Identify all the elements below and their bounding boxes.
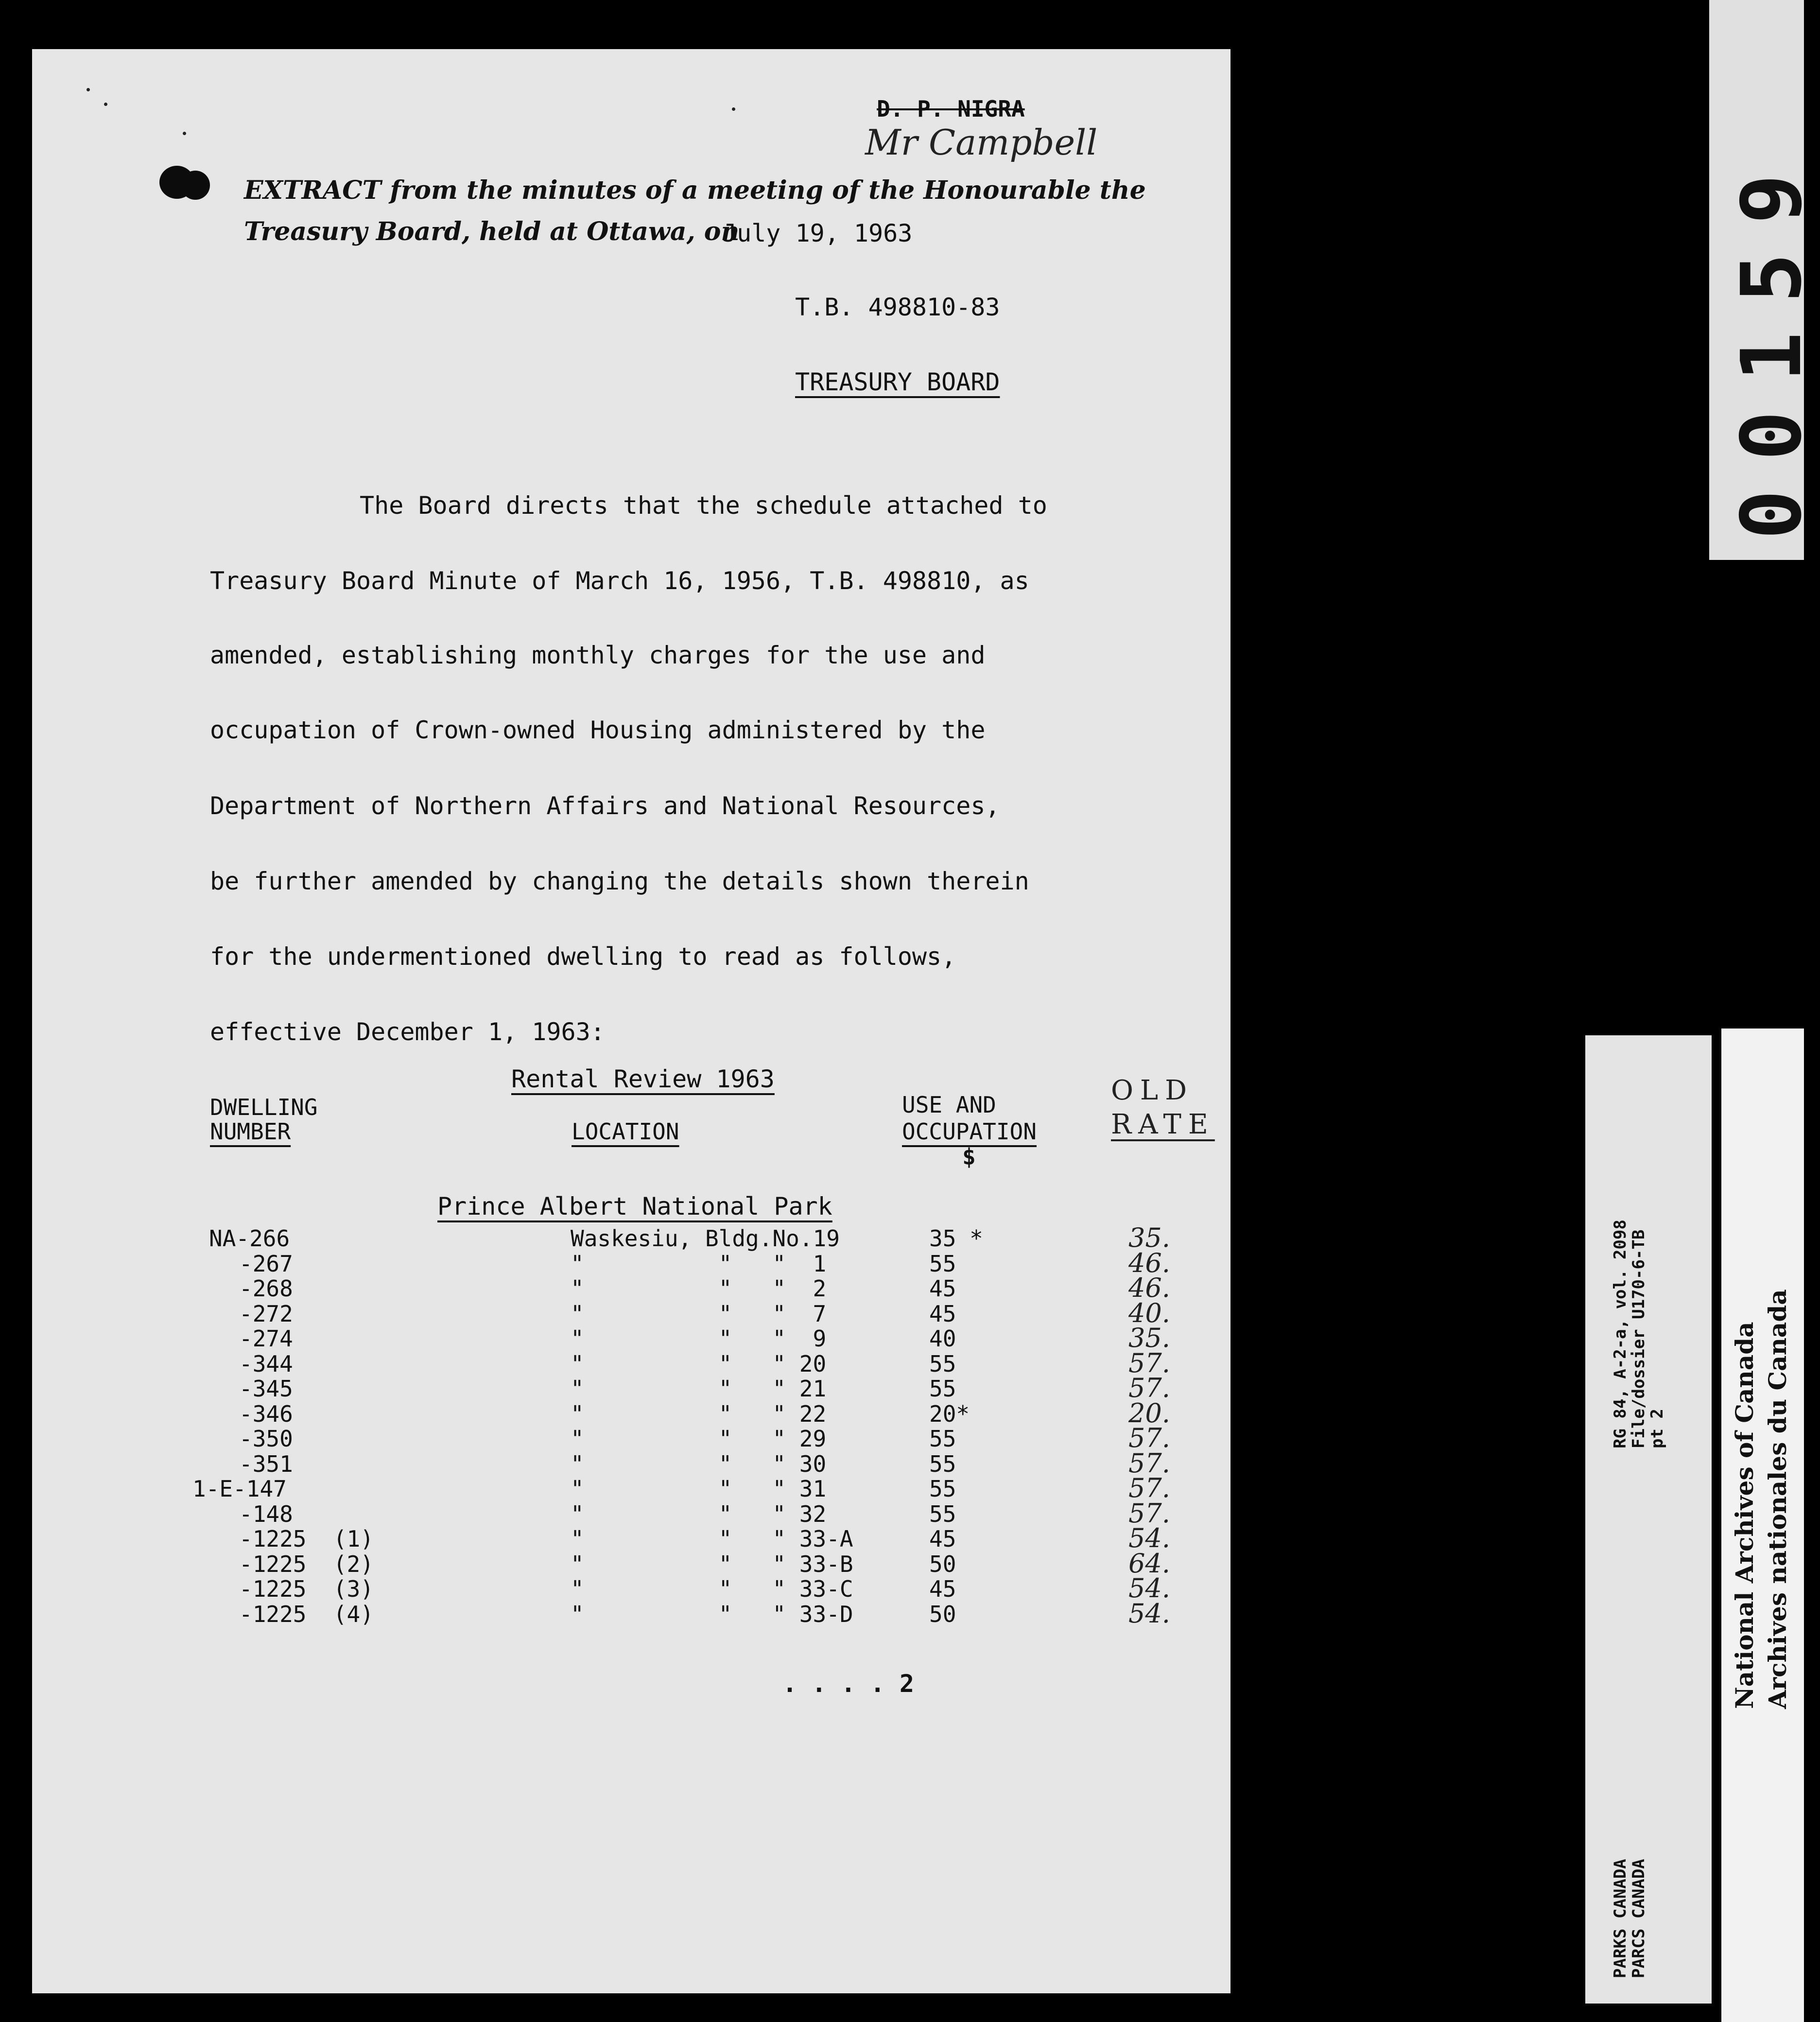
use-rate: 55 <box>929 1350 956 1377</box>
body-line-6: be further amended by changing the details shown therein <box>210 867 1029 895</box>
col-dwelling-1: DWELLING <box>210 1094 318 1120</box>
old-rate: 35. <box>1128 1323 1170 1353</box>
old-rate: 57. <box>1128 1373 1170 1403</box>
body-line-3: amended, establishing monthly charges for the use and <box>210 641 986 669</box>
parks-canada-en: PARKS CANADA <box>1611 1859 1630 1978</box>
use-rate: 55 <box>929 1500 956 1527</box>
tb-number: T.B. 498810-83 <box>795 293 1000 321</box>
dwelling-number: NA-266 <box>209 1225 290 1252</box>
frame-number-stamp <box>1709 0 1820 560</box>
dwelling-number: -344 <box>239 1350 293 1377</box>
location: " " " 9 <box>571 1325 827 1352</box>
park-name: Prince Albert National Park <box>437 1192 832 1220</box>
use-rate: 40 <box>929 1325 956 1352</box>
body-line-1: The Board directs that the schedule attached to <box>360 491 1047 520</box>
archive-label <box>1585 1035 1712 2004</box>
dwelling-number: -351 <box>239 1450 293 1477</box>
use-rate: 55 <box>929 1476 956 1502</box>
archives-name-en: National Archives of Canada <box>1730 1322 1759 1709</box>
document-page <box>32 49 1231 1993</box>
body-line-5: Department of Northern Affairs and National Resources, <box>210 792 1000 820</box>
col-old-1: OLD <box>1111 1075 1194 1106</box>
location: " " " 2 <box>571 1275 827 1302</box>
archives-name-fr: Archives nationales du Canada <box>1763 1289 1792 1709</box>
continuation-marker: . . . . 2 <box>782 1670 914 1698</box>
board-heading: TREASURY BOARD <box>795 368 1000 396</box>
old-rate: 57. <box>1128 1347 1170 1378</box>
location: " " " 30 <box>571 1450 827 1477</box>
location: " " " 33-D <box>571 1601 853 1627</box>
dwelling-number: 1-E-147 <box>192 1476 287 1502</box>
use-rate: 55 <box>929 1250 956 1277</box>
use-rate: 45 <box>929 1576 956 1602</box>
speck <box>732 107 735 111</box>
dwelling-number: -268 <box>239 1275 293 1302</box>
file-reference-2: File/dossier U170-6-TB <box>1629 1229 1648 1448</box>
dwelling-number: -1225 (4) <box>239 1601 374 1627</box>
archives-logo-strip <box>1721 1028 1804 2022</box>
dwelling-number: -274 <box>239 1325 293 1352</box>
location: " " " 32 <box>571 1500 827 1527</box>
use-rate: 35 * <box>929 1225 983 1252</box>
handwritten-addressee: Mr Campbell <box>865 122 1098 163</box>
location: " " " 20 <box>571 1350 827 1377</box>
col-location: LOCATION <box>572 1118 679 1145</box>
location: " " " 7 <box>571 1300 827 1327</box>
old-rate: 54. <box>1128 1598 1170 1629</box>
location: " " " 33-C <box>571 1576 853 1602</box>
old-rate: 64. <box>1128 1548 1170 1579</box>
route-name: D. P. NIGRA <box>877 96 1025 122</box>
old-rate: 57. <box>1128 1498 1170 1529</box>
use-rate: 55 <box>929 1450 956 1477</box>
col-use-1: USE AND <box>902 1092 996 1118</box>
speck <box>104 103 107 106</box>
old-rate: 35. <box>1128 1222 1170 1253</box>
dwelling-number: -345 <box>239 1376 293 1402</box>
use-rate: 45 <box>929 1300 956 1327</box>
location: " " " 29 <box>571 1426 827 1452</box>
old-rate: 54. <box>1128 1573 1170 1604</box>
col-use-2: OCCUPATION <box>902 1118 1037 1145</box>
old-rate: 57. <box>1128 1447 1170 1479</box>
location: " " " 33-A <box>571 1526 853 1552</box>
old-rate: 54. <box>1128 1523 1170 1553</box>
location: " " " 1 <box>571 1250 827 1277</box>
body-line-4: occupation of Crown-owned Housing administered by the <box>210 716 986 744</box>
rental-review-title: Rental Review 1963 <box>511 1065 775 1093</box>
location: " " " 22 <box>571 1400 827 1427</box>
dwelling-number: -1225 (2) <box>239 1551 374 1577</box>
old-rate: 46. <box>1128 1247 1170 1278</box>
use-rate: 50 <box>929 1551 956 1577</box>
dwelling-number: -1225 (1) <box>239 1526 374 1552</box>
use-rate: 45 <box>929 1275 956 1302</box>
use-rate: 50 <box>929 1601 956 1627</box>
ink-blot-2 <box>181 171 210 200</box>
old-rate: 57. <box>1128 1423 1170 1453</box>
frame-number: 00159 <box>1724 145 1820 540</box>
location: " " " 31 <box>571 1476 827 1502</box>
location: Waskesiu, Bldg.No.19 <box>571 1225 840 1252</box>
old-rate: 20. <box>1128 1397 1170 1429</box>
meeting-date: July 19, 1963 <box>722 219 913 247</box>
file-reference-3: pt 2 <box>1647 1409 1667 1448</box>
dwelling-number: -272 <box>239 1300 293 1327</box>
old-rate: 57. <box>1128 1473 1170 1503</box>
dwelling-number: -1225 (3) <box>239 1576 374 1602</box>
dwelling-number: -267 <box>239 1250 293 1277</box>
speck <box>183 132 186 135</box>
body-line-7: for the undermentioned dwelling to read as follows, <box>210 942 956 971</box>
body-line-8: effective December 1, 1963: <box>210 1018 605 1046</box>
use-rate: 55 <box>929 1376 956 1402</box>
dwelling-number: -346 <box>239 1400 293 1427</box>
location: " " " 21 <box>571 1376 827 1402</box>
dwelling-number: -350 <box>239 1426 293 1452</box>
parks-canada-fr: PARCS CANADA <box>1629 1859 1648 1978</box>
speck <box>87 88 90 91</box>
col-dwelling-2: NUMBER <box>210 1118 291 1145</box>
old-rate: 46. <box>1128 1272 1170 1303</box>
col-old-2: RATE <box>1111 1109 1215 1140</box>
use-rate: 55 <box>929 1426 956 1452</box>
location: " " " 33-B <box>571 1551 853 1577</box>
extract-line-2: Treasury Board, held at Ottawa, on <box>244 217 740 246</box>
col-use-unit: $ <box>962 1144 976 1170</box>
body-line-2: Treasury Board Minute of March 16, 1956, T.B. 498810, as <box>210 567 1029 595</box>
file-reference-1: RG 84, A-2-a, vol. 2098 <box>1611 1220 1630 1448</box>
use-rate: 45 <box>929 1526 956 1552</box>
use-rate: 20* <box>929 1400 970 1427</box>
dwelling-number: -148 <box>239 1500 293 1527</box>
old-rate: 40. <box>1128 1297 1170 1328</box>
extract-line-1: EXTRACT from the minutes of a meeting of the Honourable the <box>244 175 1146 205</box>
